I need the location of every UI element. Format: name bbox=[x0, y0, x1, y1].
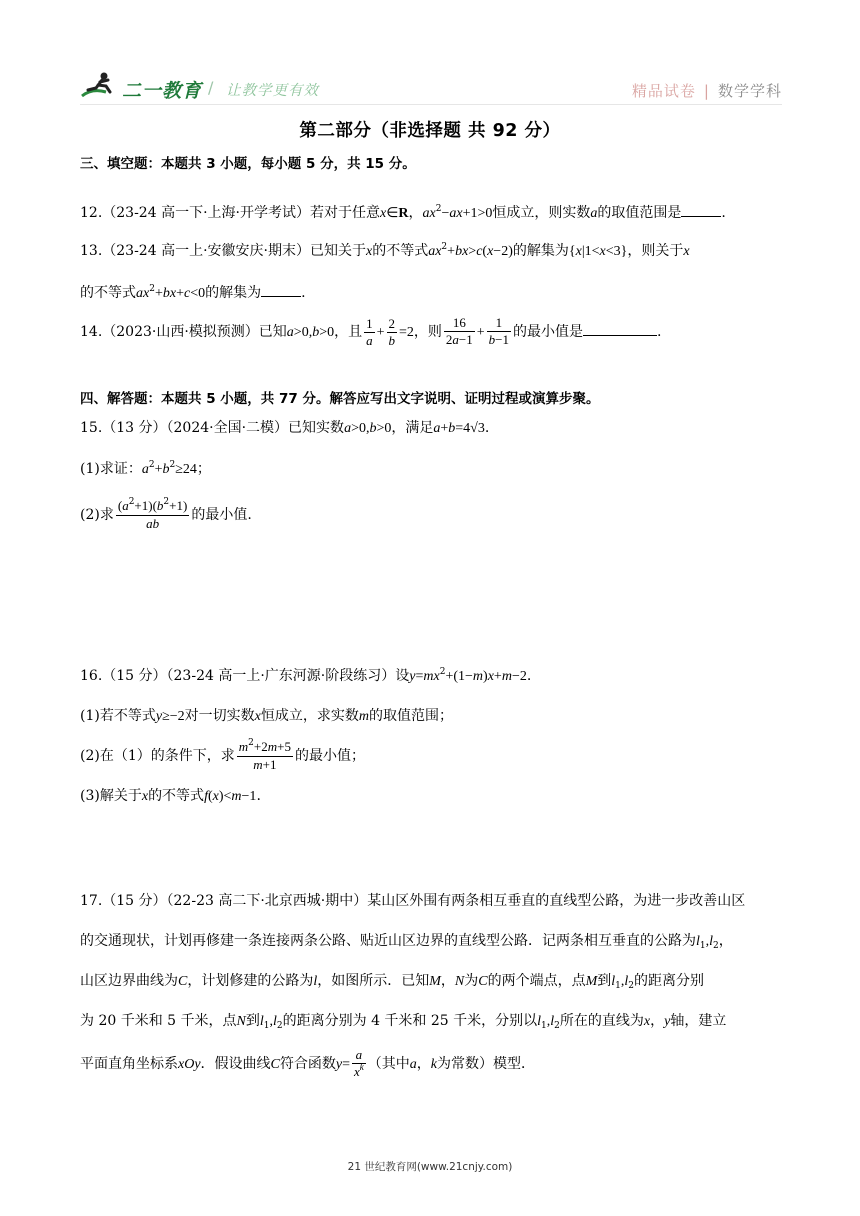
brand-separator: / bbox=[208, 78, 214, 97]
question-17-line-3: 山区边界曲线为C，计划修建的公路为l，如图所示．已知M，N为C的两个端点，点M到$l_1,l_2$的距离分别 bbox=[80, 973, 705, 991]
header-divider: | bbox=[703, 82, 710, 100]
question-17-line-1: 17.（15 分）（22-23 高二下·北京西城·期中）某山区外围有两条相互垂直的直线型公路，为进一步改善山区 bbox=[80, 893, 746, 909]
subject-name: 数学学科 bbox=[717, 82, 782, 100]
question-13-line-2: 的不等式$ax^2+bx+c<0$的解集为 . bbox=[80, 284, 306, 301]
question-16-part-1: (1)若不等式y≥−2对一切实数x恒成立，求实数m的取值范围； bbox=[80, 708, 453, 724]
section-4-heading: 四、解答题：本题共 5 小题，共 77 分。解答应写出文字说明、证明过程或演算步聚。 bbox=[80, 391, 600, 407]
runner-logo-icon bbox=[80, 70, 120, 102]
question-16-part-2: (2)在（1）的条件下，求 $\frac{m^2+2m+5}{m+1}$ 的最小值； bbox=[80, 737, 365, 772]
question-16-part-3: (3)解关于x的不等式f(x)<m−1. bbox=[80, 788, 261, 804]
question-15-part-1: (1)求证：$a^2+b^2\ge 24$； bbox=[80, 460, 211, 477]
brand-slogan: 让教学更有效 bbox=[226, 83, 319, 99]
question-16: 16.（15 分）（23-24 高一上·广东河源·阶段练习）设$y=mx^2+(1-m)x+m-2$. bbox=[80, 667, 532, 684]
question-13-line-1: 13.（23-24 高一上·安徽安庆·期末）已知关于x的不等式$ax^2+bx>c(x-2)$的解集为{x|1<x<3}，则关于x bbox=[80, 242, 690, 259]
question-17-line-5: 平面直角坐标系xOy．假设曲线C符合函数y= $\frac{a}{x^k}$ （其中a，k为常数）模型． bbox=[80, 1047, 536, 1079]
answer-blank[interactable] bbox=[583, 321, 657, 336]
question-15-part-2: (2)求 $\frac{(a^2+1)(b^2+1)}{ab}$ 的最小值. bbox=[80, 497, 252, 531]
brand-name: 二一教育 bbox=[122, 80, 203, 102]
question-17-line-4: 为 20 千米和 5 千米，点N到$l_1,l_2$的距离分别为 4 千米和 25 千米，分别以$l_1,l_2$所在的直线为x，y轴，建立 bbox=[80, 1013, 727, 1031]
page-title: 第二部分（非选择题 共 92 分） bbox=[299, 121, 561, 141]
question-17-line-2: 的交通现状，计划再修建一条连接两条公路、贴近山区边界的直线型公路．记两条相互垂直的公路为$l_1,l_2$， bbox=[80, 933, 733, 951]
paper-type: 精品试卷 bbox=[631, 82, 696, 100]
answer-blank[interactable] bbox=[261, 282, 301, 297]
answer-blank[interactable] bbox=[681, 202, 721, 217]
section-3-heading: 三、填空题：本题共 3 小题，每小题 5 分，共 15 分。 bbox=[80, 156, 416, 172]
page-footer: 21 世纪教育网(www.21cnjy.com) bbox=[347, 1161, 513, 1173]
question-15: 15.（13 分）（2024·全国·二模）已知实数a>0,b>0，满足a+b=4√3. bbox=[80, 420, 490, 436]
subject-label bbox=[632, 80, 782, 101]
question-12: 12.（23-24 高一下·上海·开学考试）若对于任意x∈R，$ax^2-ax+1>0$恒成立，则实数a的取值范围是 . bbox=[80, 204, 726, 221]
question-14: 14.（2023·山西·模拟预测）已知a>0,b>0，且 $\frac{1}{a}$ + $\frac{2}{b}$ =2，则 $\frac{16}{2a-1}$ + $\frac{1}{b-1}$ 的最小值是 . bbox=[80, 315, 662, 348]
header-rule bbox=[80, 104, 782, 105]
